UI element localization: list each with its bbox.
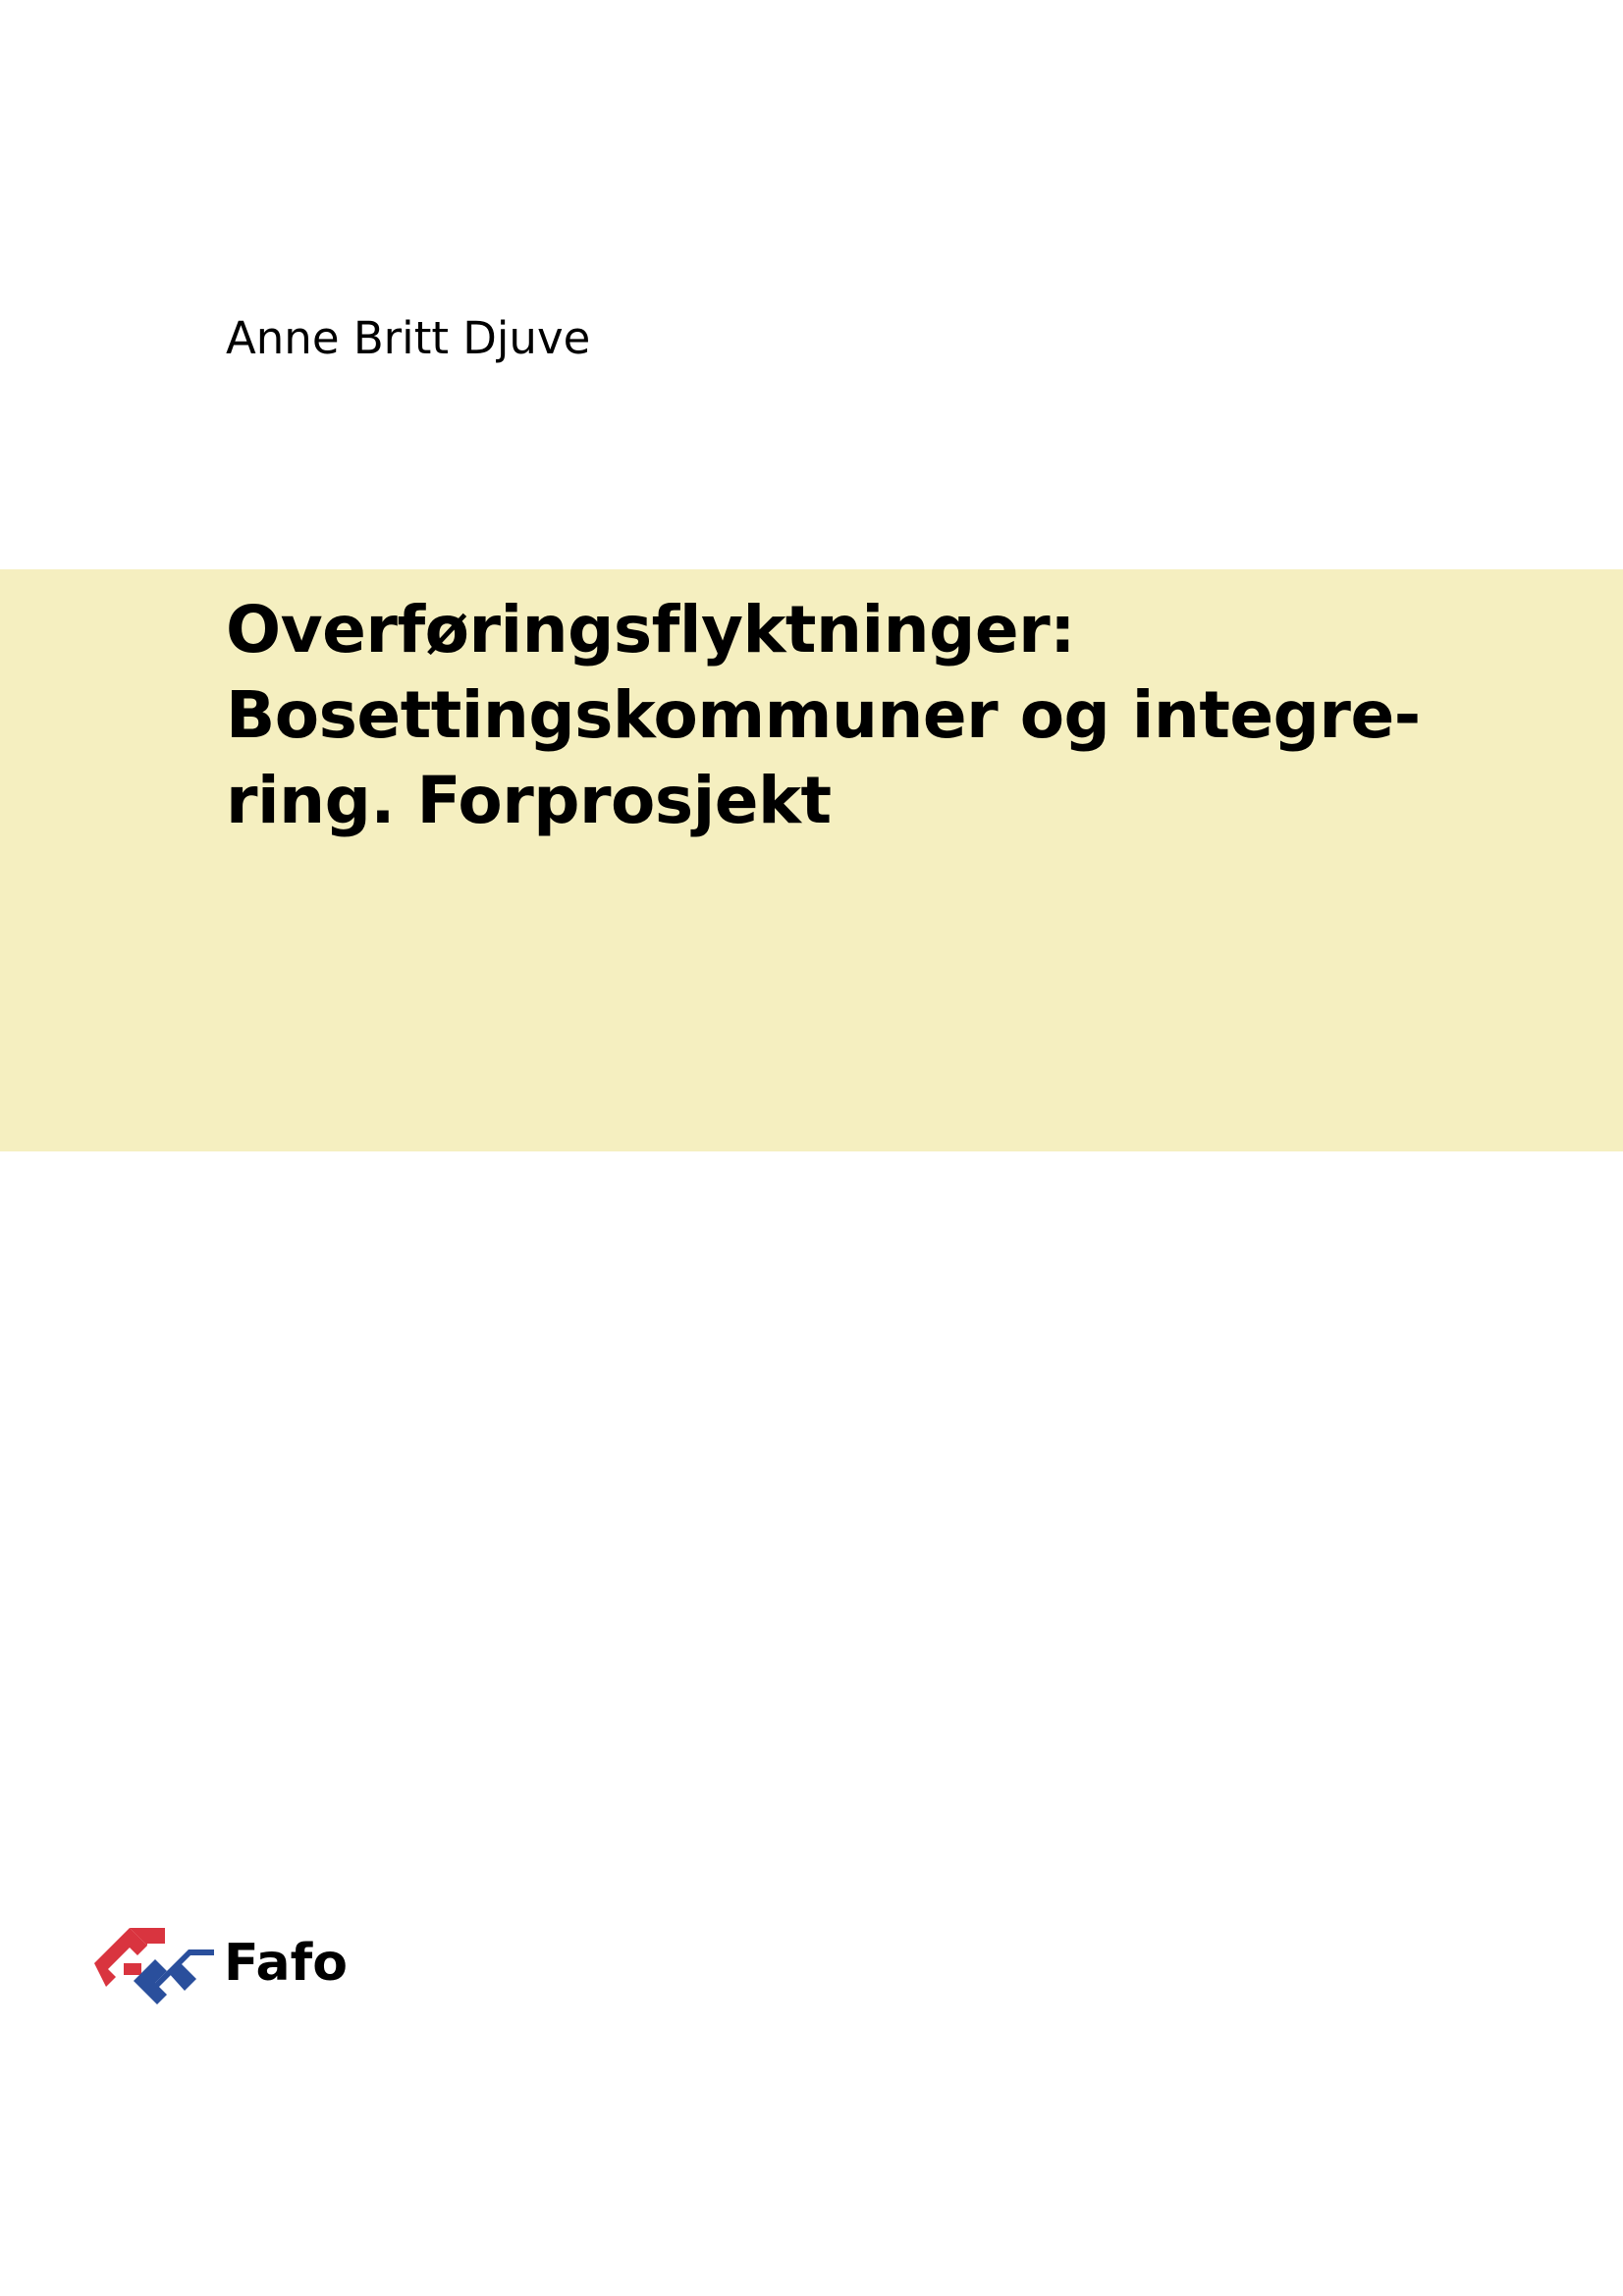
title-line-1: Overføringsflyktninger: xyxy=(226,592,1076,667)
publisher-name: Fafo xyxy=(224,1934,348,1993)
title-line-3: ring. Forprosjekt xyxy=(226,763,832,838)
fafo-logo-icon xyxy=(94,1922,214,2004)
report-title xyxy=(226,587,1561,843)
publisher-logo xyxy=(94,1919,348,2007)
title-line-2: Bosettingskommuner og integre- xyxy=(226,677,1421,753)
author-name: Anne Britt Djuve xyxy=(226,312,591,364)
